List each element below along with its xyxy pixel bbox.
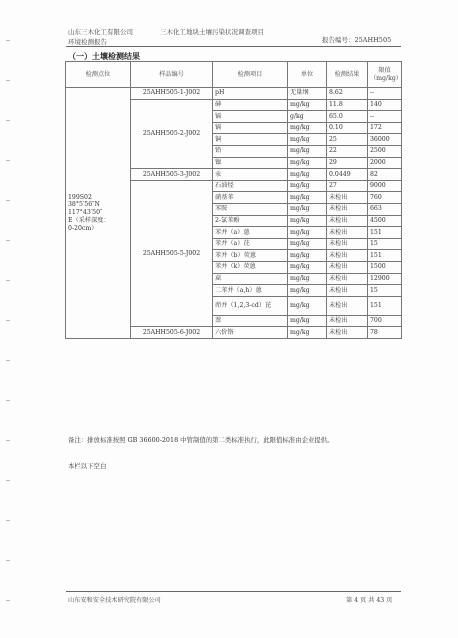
site-depth: 0-20cm） (68, 224, 98, 232)
item: 苯并（b）荧蒽 (213, 250, 288, 262)
limit: 172 (368, 122, 402, 134)
unit: mg/kg (288, 215, 327, 227)
limit: 663 (368, 203, 402, 215)
unit: mg/kg (288, 169, 327, 181)
item: 䓛 (213, 273, 288, 285)
item: 六价铬 (213, 327, 288, 339)
limit: 1500 (368, 261, 402, 273)
item: 苯胺 (213, 203, 288, 215)
unit: g/kg (288, 111, 327, 123)
unit: mg/kg (288, 273, 327, 285)
site-depth-label: E（采样深度： (68, 216, 110, 224)
header-rule (66, 46, 401, 47)
result: 未检出 (327, 273, 368, 285)
unit: mg/kg (288, 122, 327, 134)
unit: mg/kg (288, 99, 327, 111)
result: 未检出 (327, 285, 368, 297)
table-row (66, 88, 402, 100)
sample-id: 25AHH505-3-J002 (131, 169, 213, 181)
footer-institute: 山东安和安全技术研究院有限公司 (68, 597, 161, 604)
unit: mg/kg (288, 157, 327, 169)
item: 砷 (213, 99, 288, 111)
result: 27 (327, 180, 368, 192)
limit: 151 (368, 227, 402, 239)
unit: mg/kg (288, 250, 327, 262)
result: 未检出 (327, 227, 368, 239)
unit: mg/kg (288, 285, 327, 297)
unit: mg/kg (288, 203, 327, 215)
limit: 82 (368, 169, 402, 181)
limit: 12900 (368, 273, 402, 285)
result: 未检出 (327, 250, 368, 262)
limit: 78 (368, 327, 402, 339)
sample-id: 25AHH505-6-J002 (131, 327, 213, 339)
result: 22 (327, 145, 368, 157)
site-cell (66, 88, 131, 339)
result: 未检出 (327, 327, 368, 339)
limit: 4500 (368, 215, 402, 227)
result: 未检出 (327, 315, 368, 327)
limit: 2500 (368, 145, 402, 157)
result: 8.62 (327, 88, 368, 100)
item: 2-氯苯酚 (213, 215, 288, 227)
limit: 140 (368, 99, 402, 111)
limit: 151 (368, 250, 402, 262)
limit: 151 (368, 296, 402, 315)
header-project: 三木化工地块土壤污染状况调查项目 (160, 28, 264, 36)
unit: mg/kg (288, 296, 327, 315)
item: 萘 (213, 315, 288, 327)
result: 未检出 (327, 192, 368, 204)
result: 0.10 (327, 122, 368, 134)
unit: mg/kg (288, 315, 327, 327)
limit: 9000 (368, 180, 402, 192)
result: 25 (327, 134, 368, 146)
limit: -- (368, 88, 402, 100)
site-lon: 117°43′50″ (68, 209, 103, 217)
col-header-item: 检测项目 (213, 62, 288, 88)
result: 未检出 (327, 296, 368, 315)
col-header-unit: 单位 (288, 62, 327, 88)
end-of-content-note: 本栏以下空白 (68, 462, 107, 470)
unit: mg/kg (288, 134, 327, 146)
limit: 15 (368, 238, 402, 250)
item: pH (213, 88, 288, 100)
item: 镉 (213, 111, 288, 123)
result: 未检出 (327, 261, 368, 273)
result: 11.8 (327, 99, 368, 111)
header-report-no: 报告编号：25AHH505 (322, 36, 392, 44)
limit: -- (368, 111, 402, 123)
result: 29 (327, 157, 368, 169)
limit: 700 (368, 315, 402, 327)
binding-margin-marks (6, 0, 10, 638)
col-header-limit: 限值 （mg/kg） (368, 62, 402, 88)
unit: 无量纲 (288, 88, 327, 100)
result: 未检出 (327, 215, 368, 227)
limit: 2000 (368, 157, 402, 169)
footer-rule (66, 591, 401, 592)
header-report-type: 环境检测报告 (68, 38, 107, 46)
col-header-result: 检测结果 (327, 62, 368, 88)
item: 苯并（k）荧蒽 (213, 261, 288, 273)
unit: mg/kg (288, 227, 327, 239)
item: 硝基苯 (213, 192, 288, 204)
section-title: （一）土壤检测结果 (68, 51, 140, 61)
item: 镉 (213, 122, 288, 134)
limit: 15 (368, 285, 402, 297)
item: 铅 (213, 145, 288, 157)
col-header-site: 检测点位 (66, 62, 131, 88)
soil-results-table (65, 61, 402, 339)
item: 茚并（1,2,3-cd）芘 (213, 296, 288, 315)
unit: mg/kg (288, 327, 327, 339)
item: 二苯并（a,h）蒽 (213, 285, 288, 297)
sample-id: 25AHH505-2-J002 (131, 99, 213, 169)
footer-page-number: 第 4 页 共 43 页 (346, 597, 393, 604)
item: 汞 (213, 169, 288, 181)
limit: 760 (368, 192, 402, 204)
table-note: 备注：排放标准按照 GB 36600-2018 中管制值的第二类标准执行，此限值标准由企业提供。 (68, 436, 334, 444)
unit: mg/kg (288, 238, 327, 250)
item: 铜 (213, 134, 288, 146)
sample-id: 25AHH505-1-J002 (131, 88, 213, 100)
result: 未检出 (327, 203, 368, 215)
unit: mg/kg (288, 180, 327, 192)
item: 苯并（a）芘 (213, 238, 288, 250)
site-lat: 38°5′56″N (68, 201, 100, 209)
unit: mg/kg (288, 145, 327, 157)
col-header-sample: 样品编号 (131, 62, 213, 88)
table-header-row (66, 62, 402, 88)
item: 镍 (213, 157, 288, 169)
item: 苯并（a）蒽 (213, 227, 288, 239)
result: 未检出 (327, 238, 368, 250)
limit: 36000 (368, 134, 402, 146)
sample-id: 25AHH505-5-J002 (131, 180, 213, 327)
unit: mg/kg (288, 261, 327, 273)
result: 65.0 (327, 111, 368, 123)
item: 石油烃 (213, 180, 288, 192)
site-id: 199S02 (68, 193, 92, 201)
header-company: 山东三木化工有限公司 (68, 28, 133, 36)
unit: mg/kg (288, 192, 327, 204)
result: 0.0449 (327, 169, 368, 181)
